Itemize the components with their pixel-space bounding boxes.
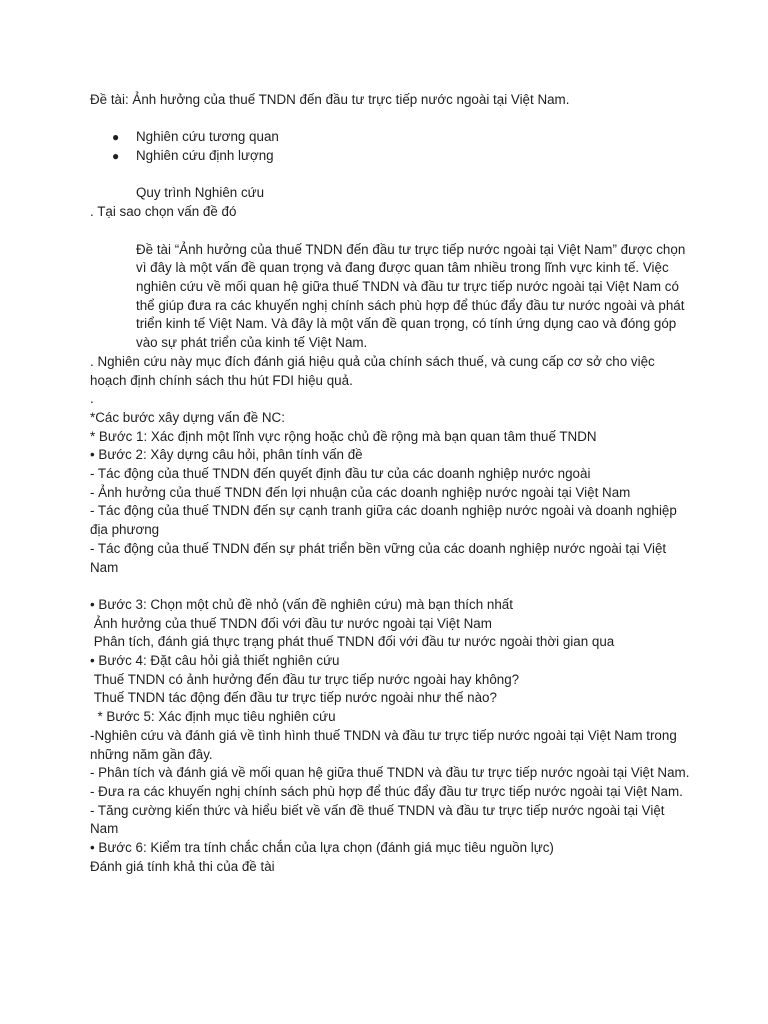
why-heading: . Tại sao chọn vấn đề đó [90, 204, 237, 220]
list-item [90, 128, 690, 147]
spacer [90, 110, 690, 129]
step-1: * Bước 1: Xác định một lĩnh vực rộng hoặc chủ đề rộng mà bạn quan tâm thuế TNDN [90, 428, 597, 444]
step-3-item: Phân tích, đánh giá thực trạng phát thuế TNDN đối với đầu tư nước ngoài thời gian qua [90, 634, 615, 650]
step-2-item: - Tác động của thuế TNDN đến sự phát triển bền vững của các doanh nghiệp nước ngoài tại Việt Nam [90, 540, 667, 575]
step-4: • Bước 4: Đặt câu hỏi giả thiết nghiên cứu [90, 653, 340, 669]
why-paragraph: Đề tài “Ảnh hưởng của thuế TNDN đến đầu tư trực tiếp nước ngoài tại Việt Nam” được chọn vì đây là một vấn đề quan trọng và đang được quan tâm nhiều trong lĩnh vực kinh tế. Việc nghiên cứu về mối quan hệ giữa thuế TNDN và đầu tư trực tiếp nước ngoài tại Việt Nam có thể giúp đưa ra các khuyến nghị chính sách phù hợp để thúc đẩy đầu tư nước ngoài và phát triển kinh tế Việt Nam. Và đây là một vấn đề quan trọng, có tính ứng dụng cao và đóng góp vào sự phát triển của kinh tế Việt Nam. [136, 241, 686, 351]
step-6-item: Đánh giá tính khả thi của đề tài [90, 858, 275, 874]
step-5-item: - Đưa ra các khuyến nghị chính sách phù hợp để thúc đẩy đầu tư trực tiếp nước ngoài tại Việt Nam. [90, 783, 683, 799]
spacer [90, 222, 690, 241]
bullet-icon: ● [112, 149, 120, 164]
spacer [90, 577, 690, 596]
document-title: Đề tài: Ảnh hưởng của thuế TNDN đến đầu tư trực tiếp nước ngoài tại Việt Nam. [90, 92, 570, 107]
step-4-item: Thuế TNDN tác động đến đầu tư trực tiếp nước ngoài như thế nào? [90, 690, 497, 706]
document-body [90, 91, 690, 876]
approach-label: Nghiên cứu định lượng [136, 148, 274, 164]
step-3: • Bước 3: Chọn một chủ đề nhỏ (vấn đề nghiên cứu) mà bạn thích nhất [90, 596, 513, 612]
step-2: • Bước 2: Xây dựng câu hỏi, phân tính vấn đề [90, 447, 363, 463]
step-4-item: Thuế TNDN có ảnh hưởng đến đầu tư trực tiếp nước ngoài hay không? [90, 671, 520, 687]
approach-list [90, 128, 690, 165]
step-2-item: - Tác động của thuế TNDN đến sự cạnh tranh giữa các doanh nghiệp nước ngoài và doanh nghiệp địa phương [90, 503, 677, 538]
bullet-icon: ● [112, 130, 120, 145]
approach-label: Nghiên cứu tương quan [136, 129, 279, 145]
step-5-item: -Nghiên cứu và đánh giá về tình hình thuế TNDN và đầu tư trực tiếp nước ngoài tại Việt Nam trong những năm gần đây. [90, 727, 677, 762]
purpose-paragraph: . Nghiên cứu này mục đích đánh giá hiệu quả của chính sách thuế, và cung cấp cơ sở cho việc hoạch định chính sách thu hút FDI hiệu quả. [90, 353, 655, 388]
step-5-item: - Tăng cường kiến thức và hiểu biết về vấn đề thuế TNDN và đầu tư trực tiếp nước ngoài tại Việt Nam [90, 802, 665, 837]
step-3-item: Ảnh hưởng của thuế TNDN đối với đầu tư nước ngoài tại Việt Nam [90, 615, 492, 631]
spacer [90, 166, 690, 185]
step-2-item: - Ảnh hưởng của thuế TNDN đến lợi nhuận của các doanh nghiệp nước ngoài tại Việt Nam [90, 484, 631, 500]
list-item [90, 147, 690, 166]
steps-heading: *Các bước xây dựng vấn đề NC: [90, 409, 285, 425]
step-5-item: - Phân tích và đánh giá về mối quan hệ giữa thuế TNDN và đầu tư trực tiếp nước ngoài tại Việt Nam. [90, 765, 690, 781]
step-2-item: - Tác động của thuế TNDN đến quyết định đầu tư của các doanh nghiệp nước ngoài [90, 466, 591, 482]
step-5: * Bước 5: Xác định mục tiêu nghiên cứu [90, 709, 336, 725]
process-heading: Quy trình Nghiên cứu [136, 185, 265, 201]
step-6: • Bước 6: Kiểm tra tính chắc chắn của lựa chọn (đánh giá mục tiêu nguồn lực) [90, 840, 554, 856]
separator-period: . [90, 391, 94, 407]
